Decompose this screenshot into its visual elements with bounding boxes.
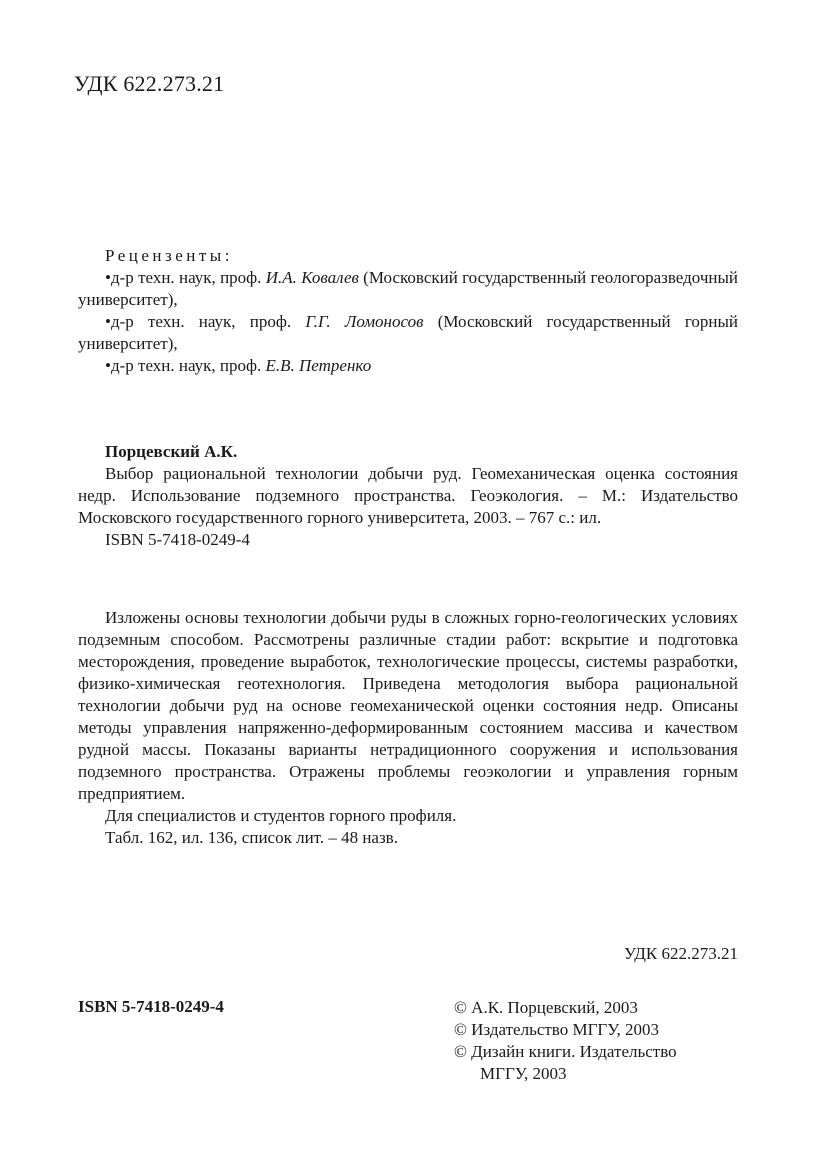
isbn-line: ISBN 5-7418-0249-4 xyxy=(105,530,250,549)
reviewer-name: Г.Г. Ломоносов xyxy=(305,312,424,331)
copyright-block xyxy=(454,997,677,1085)
udk-code-bottom: УДК 622.273.21 xyxy=(623,944,738,963)
reviewer-item xyxy=(78,311,738,355)
audience-text: Для специалистов и студентов горного профиля. xyxy=(105,806,457,825)
author-name: Порцевский А.К. xyxy=(105,442,238,461)
copyright-design: © Дизайн книги. Издательство xyxy=(454,1042,677,1061)
reviewer-title: д-р техн. наук, проф. xyxy=(110,356,266,375)
reviewers-section xyxy=(78,245,738,377)
abstract-text: Изложены основы технологии добычи руды в сложных горно-геологических условиях подземным способом. Рассмотрены различные стадии работ: вскрытие и подготовка месторождения, проведение выработок, технологические процессы, системы разработки, физико-химическая геотехнология. Приведена методология выбора рациональной технологии добычи руд на основе геомеханической оценки состояния недр. Описаны методы управления напряженно-деформированным состоянием массива и качеством рудной массы. Показаны варианты нетрадиционного сооружения и использования подземного пространства. Отражены проблемы геоэкологии и управления горным предприятием. xyxy=(78,608,738,803)
stats-text: Табл. 162, ил. 136, список лит. – 48 назв. xyxy=(105,828,398,847)
reviewer-title: д-р техн. наук, проф. xyxy=(110,312,306,331)
reviewer-affiliation: (Московский государственный геологоразведочный университет), xyxy=(78,268,739,309)
reviewer-item xyxy=(78,267,738,311)
bibliographic-record xyxy=(78,441,738,551)
copyright-publisher: © Издательство МГГУ, 2003 xyxy=(454,1020,659,1039)
reviewers-heading: Рецензенты: xyxy=(105,246,233,265)
copyright-design-cont: МГГУ, 2003 xyxy=(480,1064,567,1083)
reviewer-item xyxy=(78,355,738,377)
reviewer-affiliation: (Московский государственный горный университет), xyxy=(78,312,738,353)
copyright-author: © А.К. Порцевский, 2003 xyxy=(454,998,638,1017)
reviewer-name: И.А. Ковалев xyxy=(265,268,359,287)
book-description: Выбор рациональной технологии добычи руд. Геомеханическая оценка состояния недр. Использование подземного пространства. Геоэкология. – М.: Издательство Московского государственного горного университета, 2003. – 767 с.: ил. xyxy=(78,464,738,527)
udk-code-top: УДК 622.273.21 xyxy=(74,71,225,96)
abstract-section xyxy=(78,607,738,849)
reviewer-title: д-р техн. наук, проф. xyxy=(110,268,266,287)
reviewer-name: Е.В. Петренко xyxy=(265,356,372,375)
isbn-bold: ISBN 5-7418-0249-4 xyxy=(78,997,224,1016)
